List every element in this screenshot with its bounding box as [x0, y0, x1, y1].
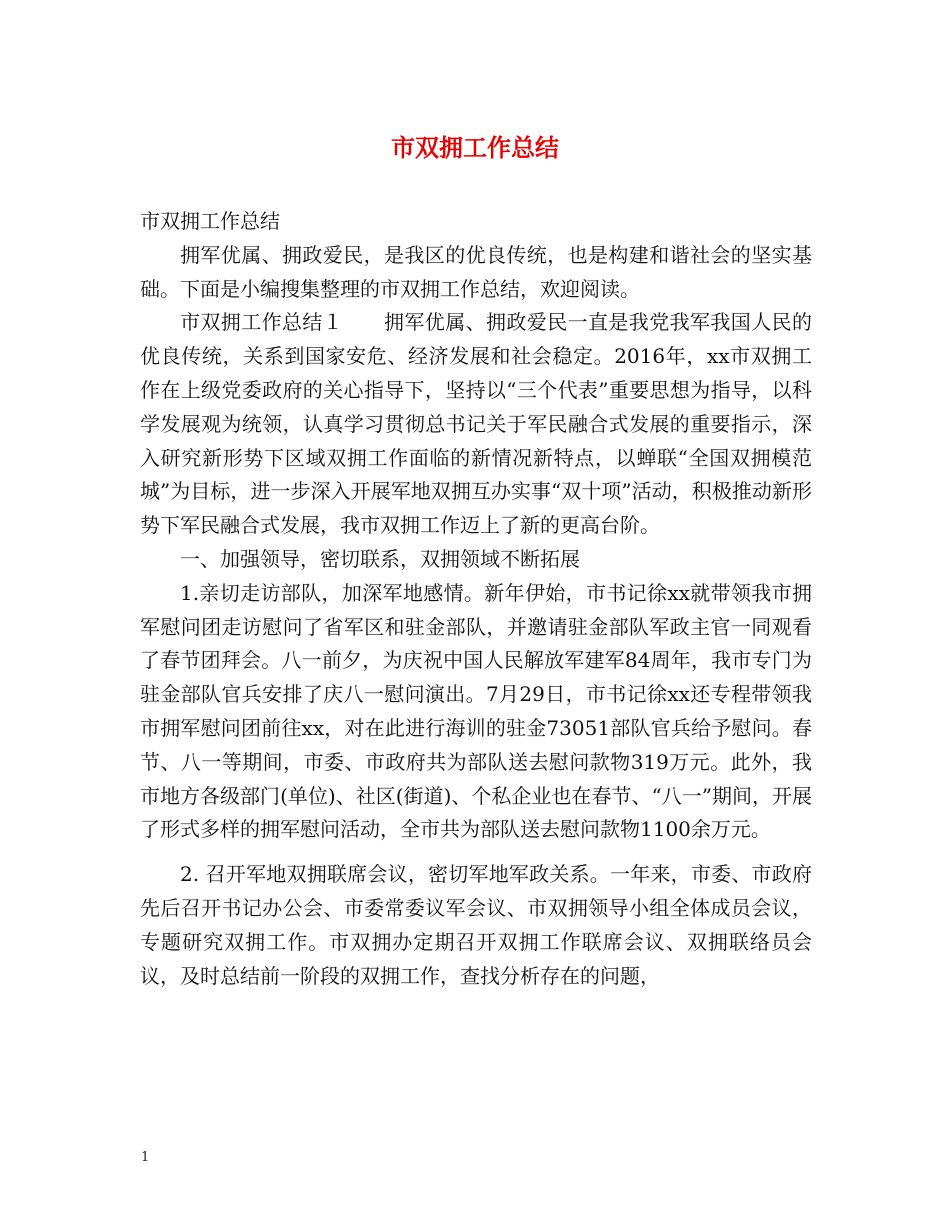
paragraph-item-2: 2. 召开军地双拥联席会议，密切军地军政关系。一年来，市委、市政府先后召开书记办公会、市委常委议军会议、市双拥领导小组全体成员会议，专题研究双拥工作。市双拥办定期召开双拥工作联席会议、双拥联络员会议，及时总结前一阶段的双拥工作，查找分析存在的问题， — [140, 862, 812, 988]
page-number: 1 — [141, 1150, 150, 1165]
paragraph-summary-1: 市双拥工作总结１ 拥军优属、拥政爱民一直是我党我军我国人民的优良传统，关系到国家安危、经济发展和社会稳定。2016年，xx市双拥工作在上级党委政府的关心指导下，坚持以“三个代表”重要思想为指导，以科学发展观为统领，认真学习贯彻总书记关于军民融合式发展的重要指示，深入研究新形势下区域双拥工作面临的新情况新特点，以蝉联“全国双拥模范城”为目标，进一步深入开展军地双拥互办实事“双十项”活动，积极推动新形势下军民融合式发展，我市双拥工作迈上了新的更高台阶。 — [140, 310, 812, 538]
section-heading: 一、加强领导，密切联系，双拥领域不断拓展 — [180, 546, 580, 571]
paragraph-item-1: 1.亲切走访部队，加深军地感情。新年伊始，市书记徐xx就带领我市拥军慰问团走访慰问了省军区和驻金部队，并邀请驻金部队军政主官一同观看了春节团拜会。八一前夕，为庆祝中国人民解放军建军84周年，我市专门为驻金部队官兵安排了庆八一慰问演出。7月29日，市书记徐xx还专程带领我市拥军慰问团前往xx，对在此进行海训的驻金73051部队官兵给予慰问。春节、八一等期间，市委、市政府共为部队送去慰问款物319万元。此外，我市地方各级部门(单位)、社区(街道)、个私企业也在春节、“八一”期间，开展了形式多样的拥军慰问活动，全市共为部队送去慰问款物1100余万元。 — [140, 580, 812, 842]
document-subtitle: 市双拥工作总结 — [140, 209, 280, 233]
paragraph-intro: 拥军优属、拥政爱民，是我区的优良传统，也是构建和谐社会的坚实基础。下面是小编搜集整理的市双拥工作总结，欢迎阅读。 — [140, 242, 812, 301]
document-body — [140, 205, 812, 993]
document-title: 市双拥工作总结 — [391, 134, 559, 162]
